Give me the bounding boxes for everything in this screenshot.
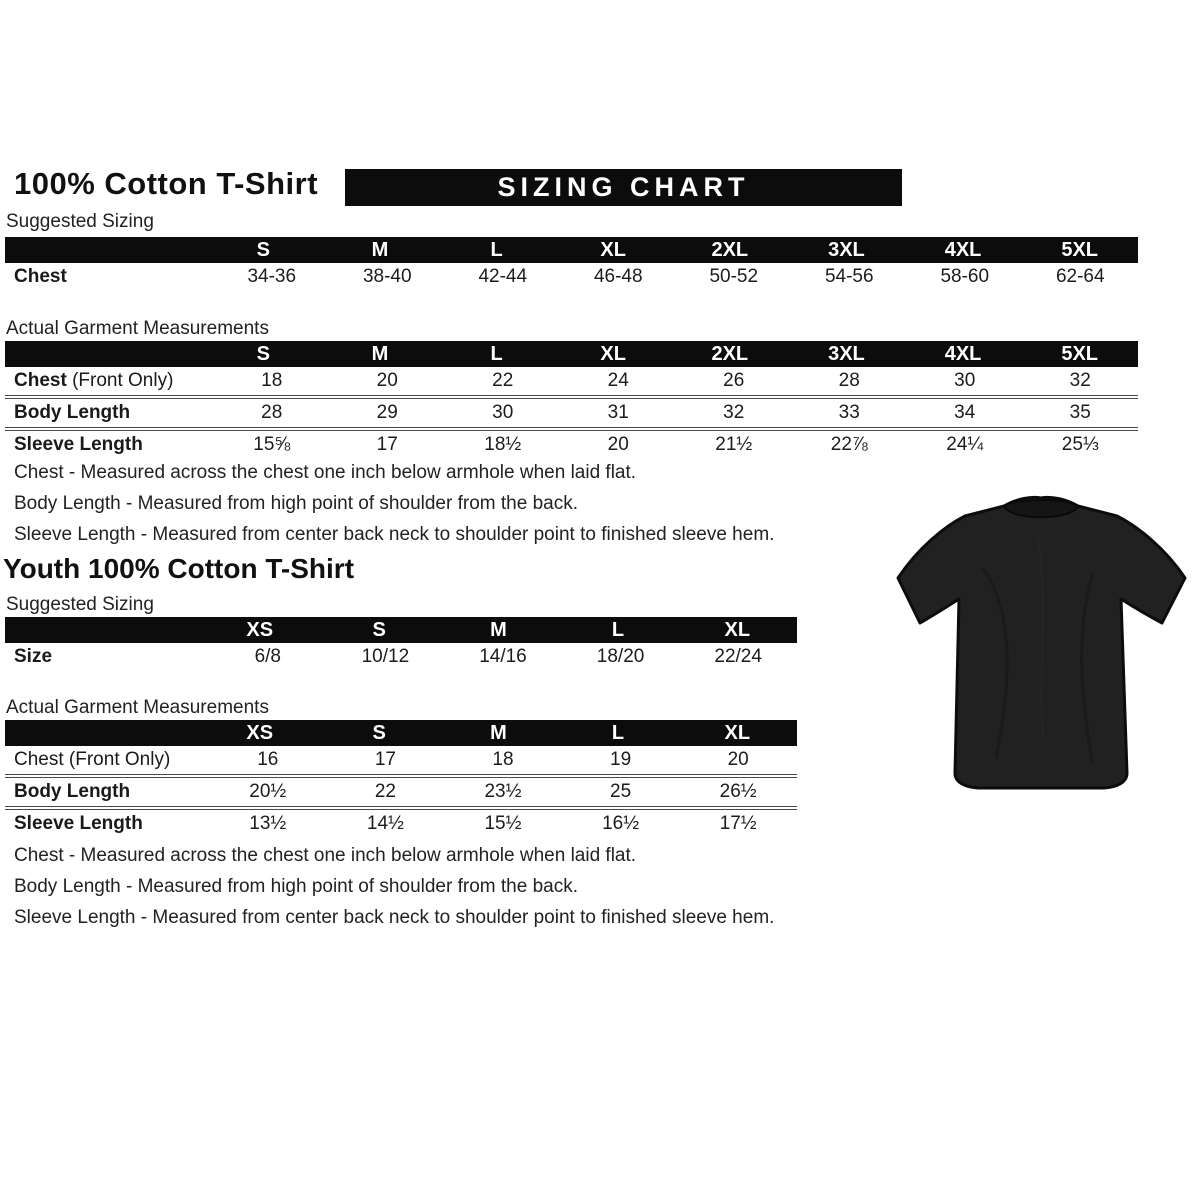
column-header: 2XL (711, 238, 749, 261)
adult-suggested-sizing-table (5, 237, 1138, 291)
sizing-chart-banner-label: SIZING CHART (497, 172, 750, 202)
table-cell: 29 (376, 402, 398, 423)
column-header: XL (724, 618, 751, 641)
column-header: XL (724, 721, 751, 744)
table-cell: 30 (954, 370, 976, 391)
table-cell: 23½ (484, 781, 522, 802)
table-cell: 42-44 (478, 266, 528, 287)
youth-measurement-notes (14, 845, 774, 938)
table-cell: 33 (838, 402, 860, 423)
table-cell: 26½ (719, 781, 757, 802)
column-header: S (256, 238, 270, 261)
table-cell: 34-36 (247, 266, 297, 287)
youth-suggested-sizing-label: Suggested Sizing (6, 594, 154, 615)
column-header: 5XL (1061, 238, 1099, 261)
table-cell: 46-48 (593, 266, 643, 287)
table-row-chest (5, 263, 1138, 291)
table-cell: 20 (376, 370, 398, 391)
table-row-size (5, 643, 797, 671)
youth-section-title: Youth 100% Cotton T-Shirt (3, 553, 355, 584)
column-header: L (490, 238, 503, 261)
table-row-chest (5, 367, 1138, 395)
column-header: M (371, 342, 389, 365)
row-label: Size (14, 646, 53, 667)
column-header: L (490, 342, 503, 365)
column-header: XL (600, 238, 626, 261)
note-body-length: Body Length - Measured from high point of shoulder from the back. (14, 876, 578, 897)
adult-actual-measurements-label: Actual Garment Measurements (6, 318, 269, 339)
note-sleeve-length: Sleeve Length - Measured from center back neck to shoulder point to finished sleeve hem. (14, 524, 775, 545)
youth-actual-measurements-table (5, 720, 797, 838)
table-header-row (5, 617, 797, 643)
table-cell: 32 (723, 402, 745, 423)
table-cell: 32 (1069, 370, 1091, 391)
note-chest: Chest - Measured across the chest one inch below armhole when laid flat. (14, 462, 637, 483)
table-header-row (5, 341, 1138, 367)
table-cell: 14/16 (479, 646, 527, 667)
column-header: XL (600, 342, 626, 365)
black-tshirt-image (888, 478, 1195, 815)
table-cell: 17 (376, 434, 398, 455)
row-label: Chest (Front Only) (14, 749, 171, 770)
adult-section-title: 100% Cotton T-Shirt (14, 166, 319, 201)
table-cell: 34 (954, 402, 976, 423)
note-chest: Chest - Measured across the chest one inch below armhole when laid flat. (14, 845, 637, 866)
table-row-chest (5, 746, 797, 774)
column-header: XS (246, 618, 274, 641)
table-header-row (5, 237, 1138, 263)
table-cell: 30 (492, 402, 514, 423)
row-label: Sleeve Length (14, 813, 143, 834)
column-header: 4XL (944, 238, 982, 261)
column-header: 2XL (711, 342, 749, 365)
column-header: 3XL (828, 238, 865, 261)
table-row-sleeve-length (5, 806, 797, 838)
table-cell: 10/12 (361, 646, 410, 667)
column-header: S (372, 721, 386, 744)
table-cell: 20 (727, 749, 749, 770)
table-cell: 13½ (249, 813, 287, 834)
table-cell: 16 (257, 749, 279, 770)
row-label: Body Length (14, 402, 131, 423)
adult-actual-measurements-table (5, 341, 1138, 459)
column-header: XS (246, 721, 274, 744)
row-label: Sleeve Length (14, 434, 143, 455)
column-header: L (611, 721, 625, 744)
youth-suggested-sizing-table (5, 617, 797, 671)
row-label: Chest (14, 266, 67, 287)
column-header: 3XL (828, 342, 865, 365)
table-cell: 28 (838, 370, 860, 391)
table-cell: 15⅝ (253, 434, 291, 455)
table-cell: 15½ (484, 813, 522, 834)
table-cell: 38-40 (362, 266, 412, 287)
column-header: 5XL (1061, 342, 1099, 365)
table-cell: 17 (374, 749, 396, 770)
table-cell: 20½ (249, 781, 287, 802)
column-header: M (490, 618, 507, 641)
table-cell: 18½ (484, 434, 522, 455)
table-cell: 18 (492, 749, 514, 770)
table-header-row (5, 720, 797, 746)
table-cell: 54-56 (824, 266, 874, 287)
table-cell: 28 (261, 402, 283, 423)
table-cell: 25⅓ (1061, 434, 1099, 455)
table-cell: 19 (610, 749, 632, 770)
table-cell: 24 (607, 370, 629, 391)
column-header: M (490, 721, 507, 744)
table-cell: 22⅞ (830, 434, 868, 455)
table-cell: 22/24 (714, 646, 762, 667)
row-label: Body Length (14, 781, 131, 802)
note-sleeve-length: Sleeve Length - Measured from center back neck to shoulder point to finished sleeve hem. (14, 907, 775, 928)
table-cell: 50-52 (709, 266, 759, 287)
row-label: Chest (Front Only) (14, 370, 174, 391)
column-header: S (372, 618, 386, 641)
table-cell: 25 (610, 781, 632, 802)
column-header: L (611, 618, 625, 641)
table-row-body-length (5, 395, 1138, 427)
table-cell: 22 (374, 781, 396, 802)
adult-measurement-notes (14, 462, 774, 555)
table-cell: 24¼ (946, 434, 984, 455)
table-cell: 22 (492, 370, 514, 391)
table-cell: 35 (1069, 402, 1091, 423)
table-row-body-length (5, 774, 797, 806)
table-cell: 21½ (715, 434, 753, 455)
table-cell: 62-64 (1055, 266, 1105, 287)
table-row-sleeve-length (5, 427, 1138, 459)
table-cell: 26 (723, 370, 745, 391)
column-header: S (256, 342, 270, 365)
table-cell: 6/8 (254, 646, 281, 667)
column-header: M (371, 238, 389, 261)
youth-actual-measurements-label: Actual Garment Measurements (6, 697, 269, 718)
table-cell: 14½ (366, 813, 404, 834)
table-cell: 18/20 (596, 646, 645, 667)
adult-suggested-sizing-label: Suggested Sizing (6, 211, 154, 232)
table-cell: 16½ (602, 813, 640, 834)
sizing-chart-banner (345, 169, 902, 206)
table-cell: 18 (261, 370, 283, 391)
table-cell: 17½ (719, 813, 757, 834)
table-cell: 31 (607, 402, 629, 423)
table-cell: 20 (607, 434, 629, 455)
column-header: 4XL (944, 342, 982, 365)
table-cell: 58-60 (940, 266, 990, 287)
note-body-length: Body Length - Measured from high point of shoulder from the back. (14, 493, 578, 514)
